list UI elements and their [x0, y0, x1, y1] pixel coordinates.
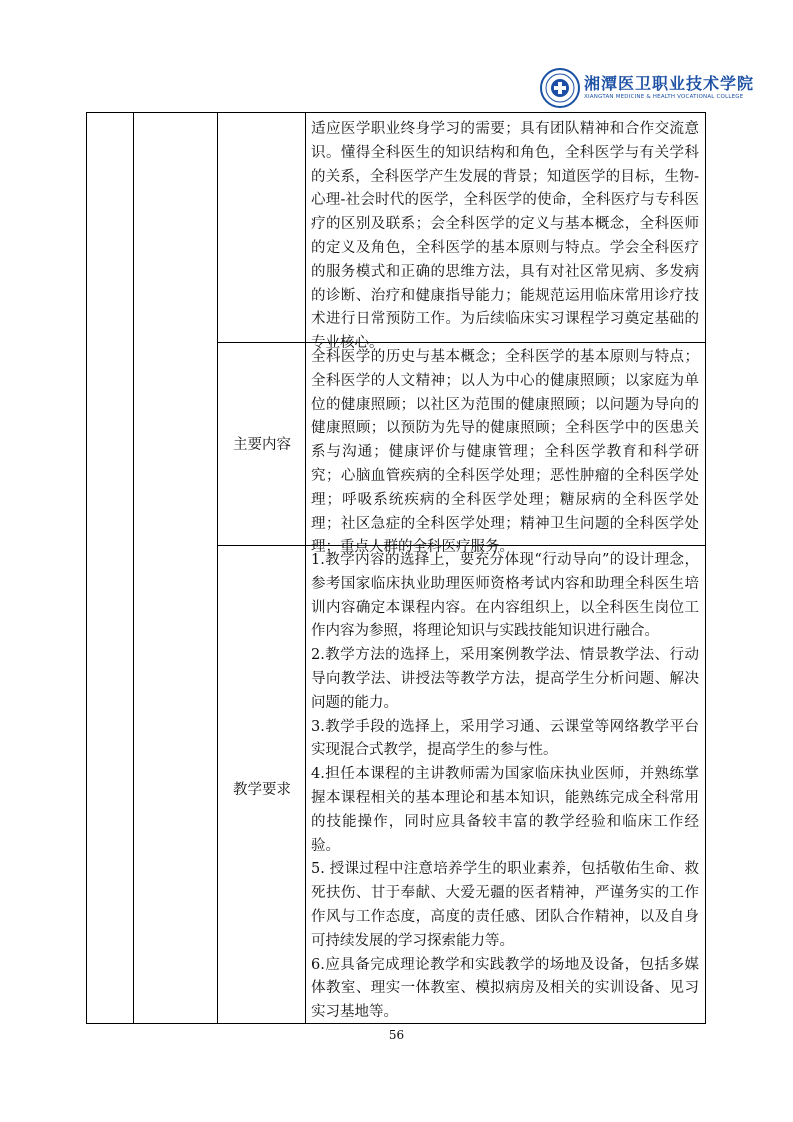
- objectives-text: 适应医学职业终身学习的需要；具有团队精神和合作交流意识。懂得全科医生的知识结构和角色，全科医学与有关学科的关系，全科医学产生发展的背景；知道医学的目标，生物-心理-社会时代的医学，全科医学的使命，全科医疗与专科医疗的区别及联系；会全科医学的定义与基本概念，全科医师的定义及角色，全科医学的基本原则与特点。学会全科医疗的服务模式和正确的思维方法，具有对社区常见病、多发病的诊断、治疗和健康指导能力；能规范运用临床常用诊疗技术进行日常预防工作。为后续临床实习课程学习奠定基础的专业核心。: [311, 121, 699, 352]
- college-name-en: XIANGTAN MEDICINE & HEALTH VOCATIONAL COLLEGE: [584, 94, 744, 100]
- course-table: [86, 112, 706, 1024]
- main-content-text: 全科医学的历史与基本概念；全科医学的基本原则与特点；全科医学的人文精神；以人为中心的健康照顾；以家庭为单位的健康照顾；以社区为范围的健康照顾；以问题为导向的健康照顾；以预防为先导的健康照顾；全科医学中的医患关系与沟通；健康评价与健康管理；全科医学教育和科学研究；心脑血管疾病的全科医学处理；恶性肿瘤的全科医学处理；呼吸系统疾病的全科医学处理；糖尿病的全科医学处理；社区急症的全科医学处理；精神卫生问题的全科医学处理；重点人群的全科医疗服务。: [311, 349, 699, 556]
- table-row-objectives: [308, 118, 702, 352]
- requirement-item-5: 5. 授课过程中注意培养学生的职业素养，包括敬佑生命、救死扶伤、甘于奉献、大爱无疆的医者精神，严谨务实的工作作风与工作态度，高度的责任感、团队合作精神，以及自身可持续发展的学习探索能力等。: [311, 861, 699, 949]
- header-logo: [540, 68, 755, 108]
- requirement-item-4: 4.担任本课程的主讲教师需为国家临床执业医师，并熟练掌握本课程相关的基本理论和基本知识，能熟练完成全科常用的技能操作，同时应具备较丰富的教学经验和临床工作经验。: [311, 766, 699, 854]
- requirement-item-6: 6.应具备完成理论教学和实践教学的场地及设备，包括多媒体教室、理实一体教室、模拟病房及相关的实训设备、见习实习基地等。: [311, 956, 699, 1021]
- college-name-cn: 湘潭医卫职业技术学院: [584, 74, 755, 93]
- requirement-item-2: 2.教学方法的选择上，采用案例教学法、情景教学法、行动导向教学法、讲授法等教学方法，提高学生分析问题、解决问题的能力。: [311, 647, 699, 711]
- column-divider-2: [217, 113, 218, 1023]
- table-row-teaching-requirements: [308, 549, 702, 1021]
- requirement-item-1: 1.教学内容的选择上，要充分体现“行动导向”的设计理念，参考国家临床执业助理医师资格考试内容和助理全科医生培训内容确定本课程内容。在内容组织上，以全科医生岗位工作内容为参照，将理论知识与实践技能知识进行融合。: [311, 552, 699, 640]
- column-divider-3: [305, 113, 306, 1023]
- college-emblem-icon: [540, 68, 580, 108]
- column-divider-1: [133, 113, 134, 1023]
- main-content-label: 主要内容: [233, 437, 291, 453]
- row-divider-1: [217, 342, 705, 343]
- requirement-item-3: 3.教学手段的选择上，采用学习通、云课堂等网络教学平台实现混合式教学，提高学生的参与性。: [311, 718, 699, 759]
- table-row-main-content: [308, 346, 702, 556]
- teaching-requirements-label: 教学要求: [233, 782, 291, 798]
- page-number: 56: [388, 1028, 405, 1042]
